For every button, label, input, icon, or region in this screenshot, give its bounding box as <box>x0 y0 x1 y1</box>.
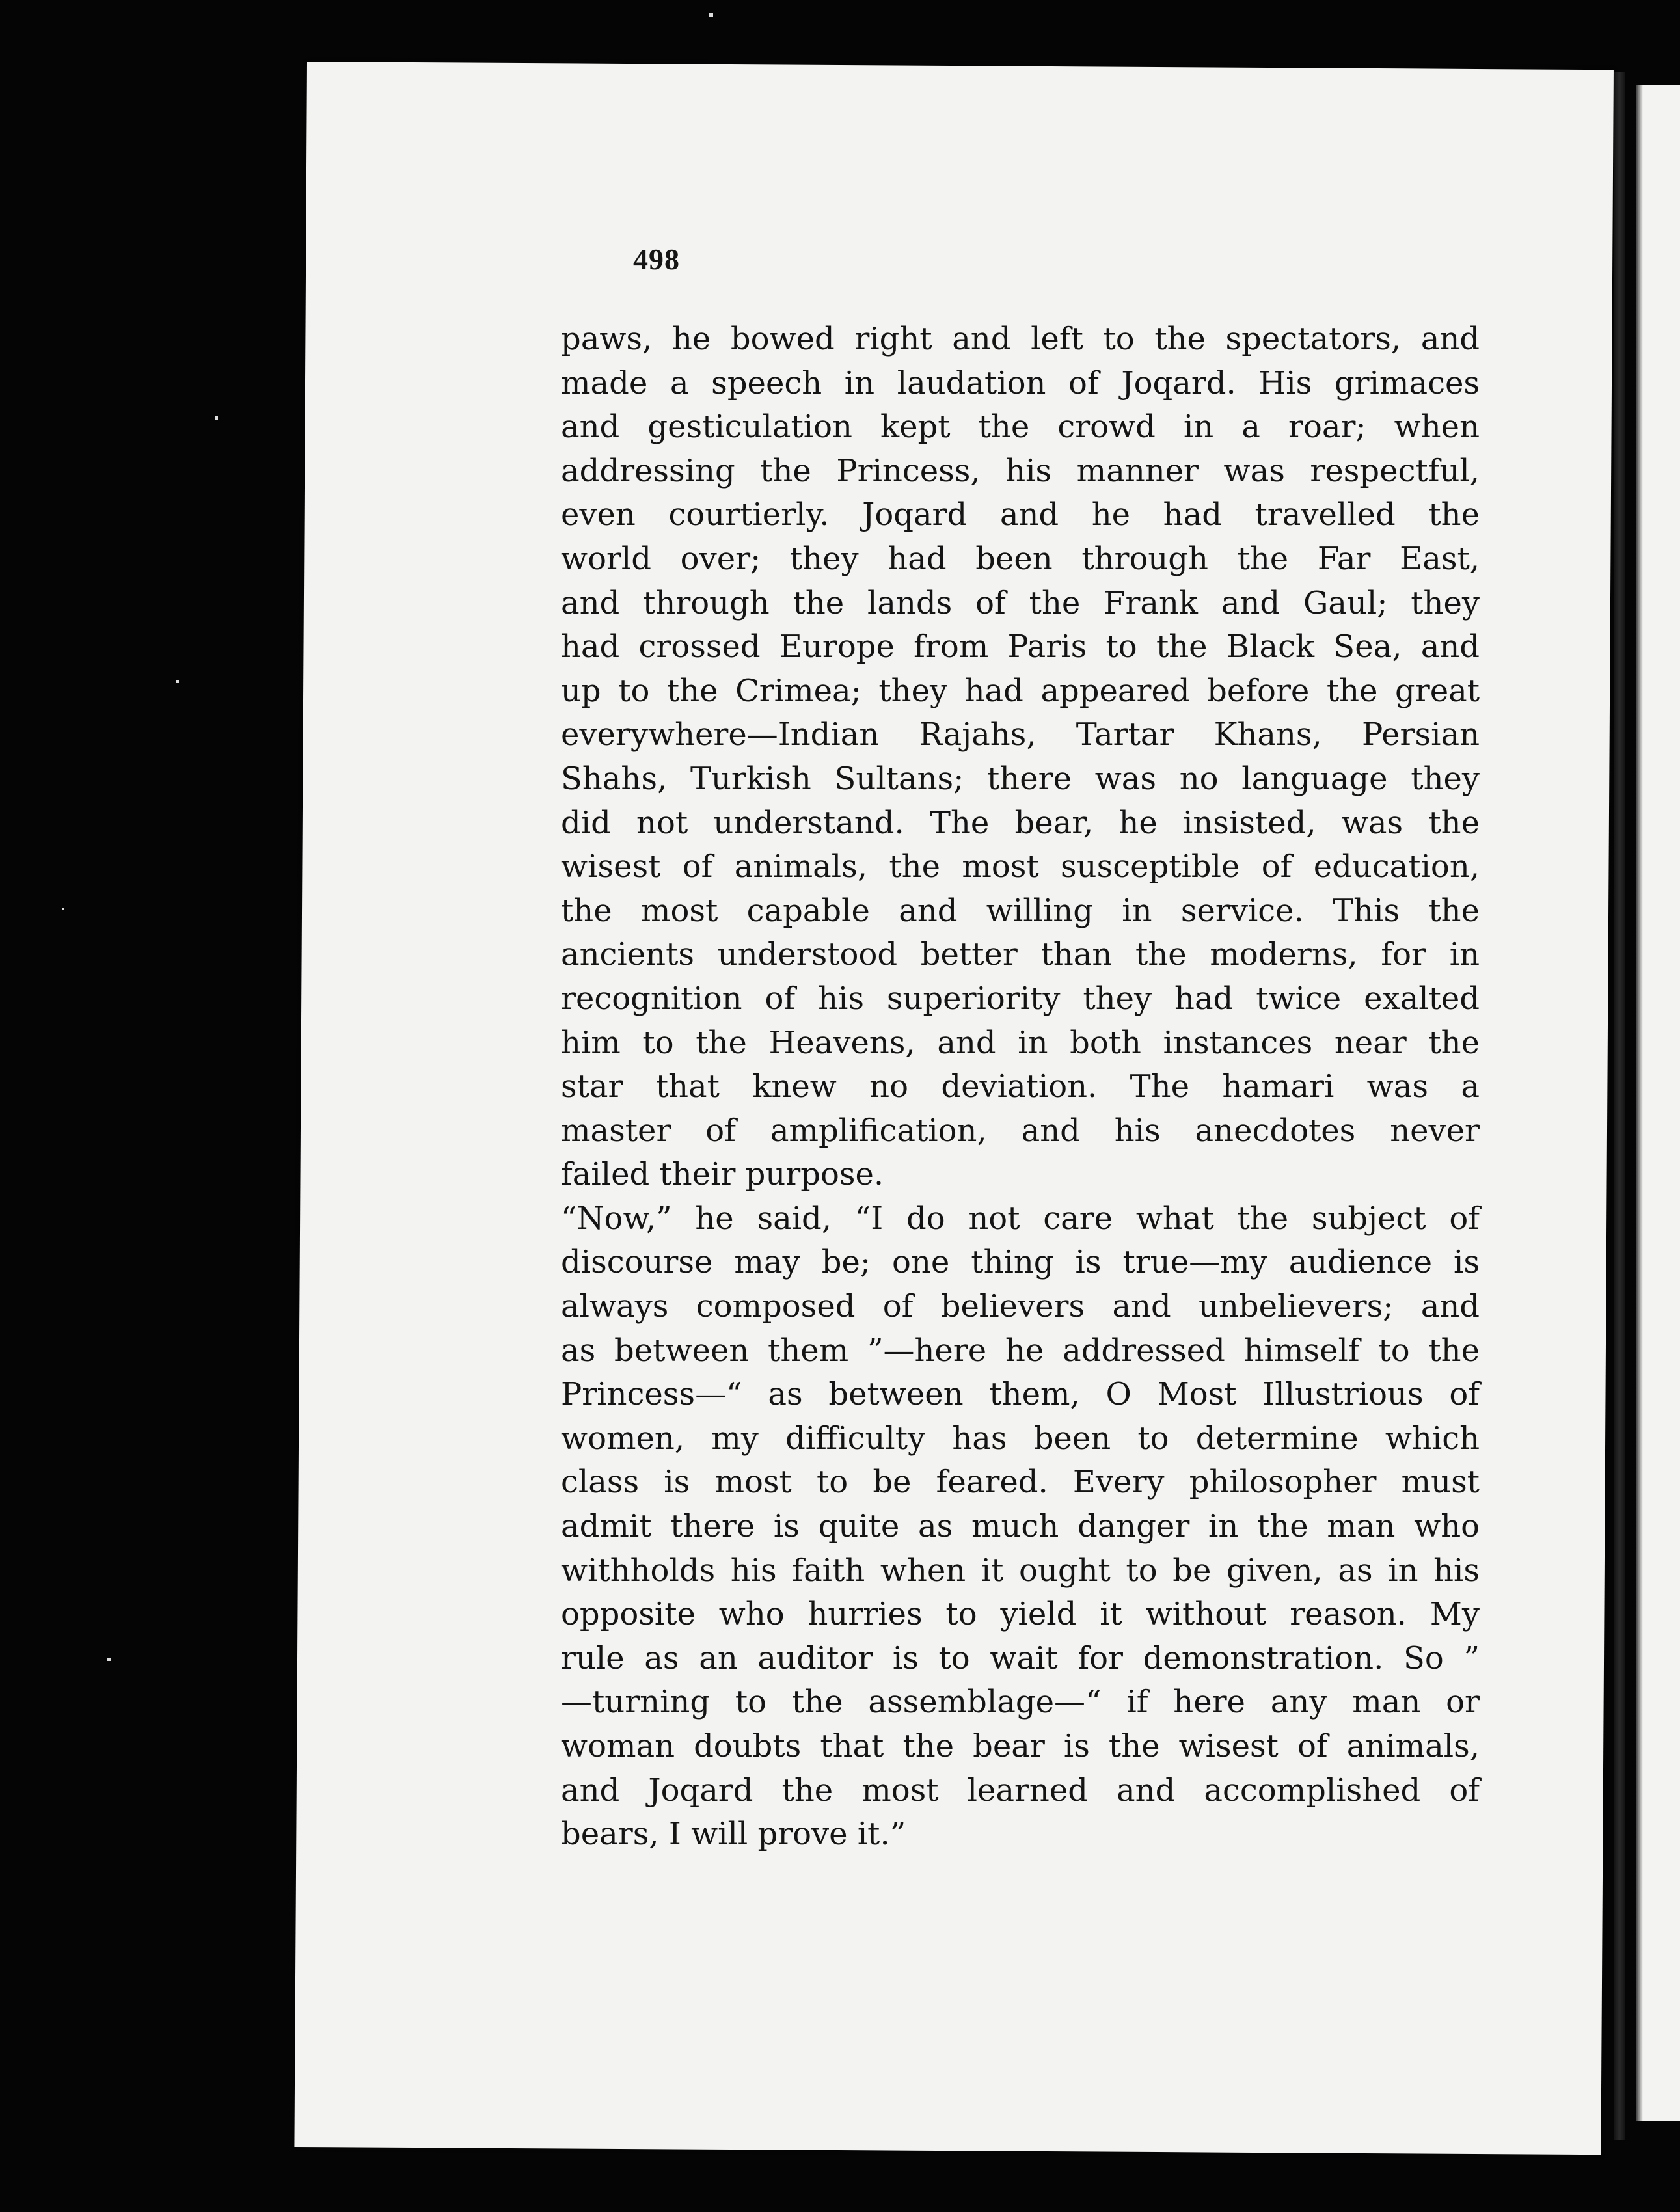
text-line: always composed of believers and unbelievers; and <box>561 1288 1480 1325</box>
text-line: women, my difficulty has been to determine which <box>561 1420 1480 1457</box>
text-line: ancients understood better than the moderns, for in <box>561 936 1480 973</box>
text-line: withholds his faith when it ought to be given, as in his <box>561 1552 1480 1589</box>
text-line: master of amplification, and his anecdotes never <box>561 1112 1480 1149</box>
text-line: addressing the Princess, his manner was respectful, <box>561 452 1480 489</box>
scan-speck <box>107 1658 111 1661</box>
text-line: Shahs, Turkish Sultans; there was no language they <box>561 760 1480 797</box>
text-line: recognition of his superiority they had twice exalted <box>561 980 1480 1017</box>
text-line: rule as an auditor is to wait for demonstration. So ” <box>561 1639 1480 1677</box>
text-line: up to the Crimea; they had appeared before the great <box>561 672 1480 709</box>
text-line: did not understand. The bear, he insisted, was the <box>561 804 1480 841</box>
text-line: —turning to the assemblage—“ if here any man or <box>561 1684 1480 1721</box>
text-line: world over; they had been through the Far East, <box>561 540 1480 577</box>
text-line: class is most to be feared. Every philosopher must <box>561 1464 1480 1501</box>
scan-speck <box>215 416 218 420</box>
text-line: bears, I will prove it.” <box>561 1816 906 1853</box>
text-line: “Now,” he said, “I do not care what the subject of <box>561 1200 1480 1237</box>
text-line: and gesticulation kept the crowd in a roar; when <box>561 409 1480 446</box>
scan-speck <box>176 680 179 683</box>
text-line: Princess—“ as between them, O Most Illustrious of <box>561 1376 1480 1413</box>
text-line: opposite who hurries to yield it without reason. My <box>561 1596 1480 1633</box>
page-gutter <box>1614 72 1625 2140</box>
text-line: had crossed Europe from Paris to the Black Sea, and <box>561 628 1480 666</box>
text-line: and through the lands of the Frank and Gaul; they <box>561 584 1480 621</box>
text-line: made a speech in laudation of Joqard. His grimaces <box>561 364 1480 401</box>
text-line: failed their purpose. <box>561 1156 884 1193</box>
text-line: wisest of animals, the most susceptible of education, <box>561 848 1480 885</box>
text-line: and Joqard the most learned and accomplished of <box>561 1772 1480 1809</box>
scan-speck <box>62 908 64 910</box>
body-text <box>561 317 1480 1857</box>
text-line: even courtierly. Joqard and he had travelled the <box>561 496 1480 533</box>
text-line: paws, he bowed right and left to the spectators, and <box>561 321 1480 357</box>
text-line: the most capable and willing in service. This the <box>561 892 1480 929</box>
text-line: him to the Heavens, and in both instances near the <box>561 1024 1480 1061</box>
text-line: star that knew no deviation. The hamari was a <box>561 1068 1480 1105</box>
text-line: discourse may be; one thing is true—my audience is <box>561 1244 1480 1281</box>
facing-page-shadow <box>1636 85 1643 2121</box>
facing-page-edge <box>1636 85 1680 2121</box>
text-line: admit there is quite as much danger in the man who <box>561 1508 1480 1545</box>
page-number: 498 <box>633 243 680 276</box>
text-line: as between them ”—here he addressed himself to the <box>561 1332 1480 1369</box>
text-line: everywhere—Indian Rajahs, Tartar Khans, Persian <box>561 716 1480 753</box>
scan-speck <box>709 13 713 17</box>
text-line: woman doubts that the bear is the wisest of animals, <box>561 1728 1480 1764</box>
